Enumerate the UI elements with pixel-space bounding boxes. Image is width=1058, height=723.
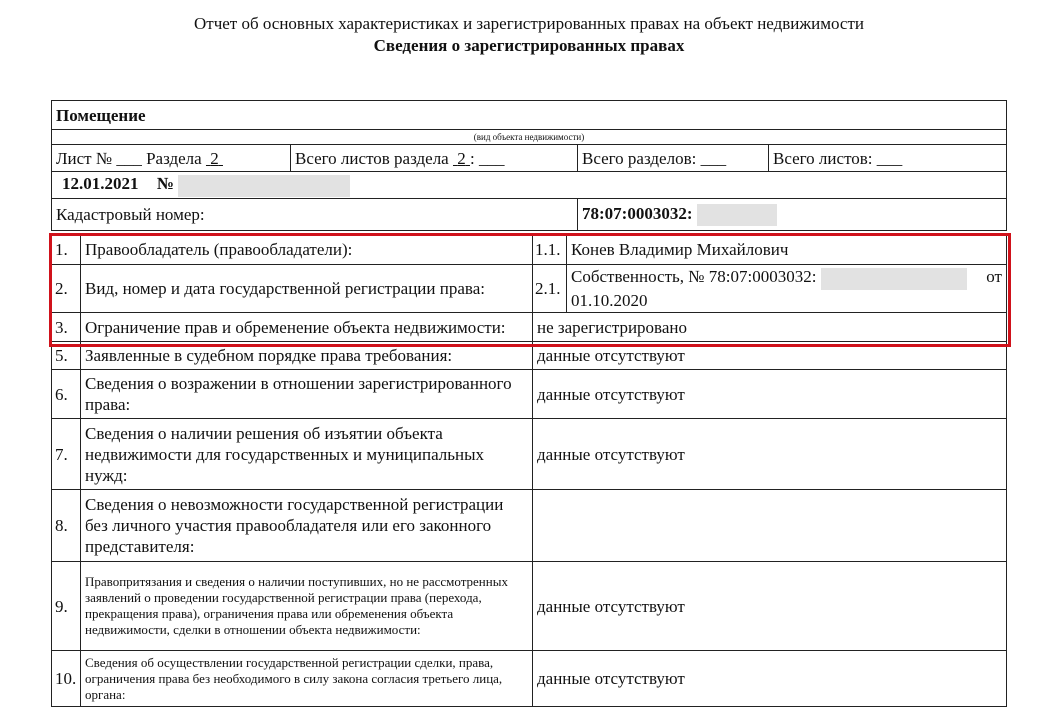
- registration-date-prefix: от: [986, 267, 1002, 287]
- object-type: Помещение: [52, 101, 1007, 130]
- table-row: [52, 490, 1007, 562]
- redacted-registration: [821, 268, 967, 290]
- row-label: Правопритязания и сведения о наличии поступивших, но не рассмотренных заявлений о проведении государственной регистрации права (перехода, прекращения права), ограничения права или обременения объекта недвижимости, сделки в отношении объекта недвижимости:: [81, 562, 533, 651]
- redacted-cadastral: [697, 204, 777, 226]
- row-value: данные отсутствуют: [533, 562, 1007, 651]
- total-sheets: Всего листов: ___: [769, 145, 1007, 172]
- rights-table: [51, 234, 1007, 707]
- table-row: [52, 313, 1007, 342]
- report-subtitle: Сведения о зарегистрированных правах: [373, 36, 685, 55]
- cadastral-value-cell: [578, 199, 1007, 231]
- section-label: Раздела: [146, 148, 202, 168]
- row-label: Сведения о наличии решения об изъятии объекта недвижимости для государственных и муниципальных нужд:: [81, 419, 533, 490]
- row-number: 8.: [52, 490, 81, 562]
- row-value: данные отсутствуют: [533, 370, 1007, 419]
- date-number-cell: [52, 172, 1007, 199]
- table-row: [52, 651, 1007, 707]
- row-number: 3.: [52, 313, 81, 342]
- sheet-number-cell: [52, 145, 291, 172]
- number-label: №: [156, 174, 174, 194]
- row-number: 6.: [52, 370, 81, 419]
- object-header-table: [51, 100, 1007, 231]
- table-row: [52, 562, 1007, 651]
- row-value: данные отсутствуют: [533, 342, 1007, 370]
- row-number: 9.: [52, 562, 81, 651]
- sheet-number: Лист № ___: [56, 148, 142, 168]
- section-number: 2: [210, 148, 219, 168]
- row-label: Заявленные в судебном порядке права требования:: [81, 342, 533, 370]
- registration-value: [567, 265, 1007, 313]
- row-value: не зарегистрировано: [533, 313, 1007, 342]
- table-row: [52, 265, 1007, 313]
- section-sheets-number: 2: [457, 148, 466, 168]
- table-row: [52, 370, 1007, 419]
- cadastral-label: Кадастровый номер:: [52, 199, 578, 231]
- row-value: данные отсутствуют: [533, 651, 1007, 707]
- row-label: Сведения о возражении в отношении зарегистрированного права:: [81, 370, 533, 419]
- owner-name: Конев Владимир Михайлович: [567, 235, 1007, 265]
- total-sections: Всего разделов: ___: [578, 145, 769, 172]
- row-label: Правообладатель (правообладатели):: [81, 235, 533, 265]
- table-row: [52, 419, 1007, 490]
- registration-date: 01.10.2020: [571, 290, 648, 310]
- row-value: [533, 490, 1007, 562]
- row-label: Сведения об осуществлении государственной регистрации сделки, права, ограничения права без необходимого в силу закона согласия третьего лица, органа:: [81, 651, 533, 707]
- registration-number: Собственность, № 78:07:0003032:: [571, 267, 817, 287]
- table-row: [52, 235, 1007, 265]
- redacted-number: [178, 175, 350, 197]
- section-sheets-tail: : ___: [469, 148, 505, 168]
- cadastral-number: 78:07:0003032:: [582, 203, 693, 223]
- row-number: 7.: [52, 419, 81, 490]
- row-number: 5.: [52, 342, 81, 370]
- row-label: Ограничение прав и обременение объекта недвижимости:: [81, 313, 533, 342]
- row-number: 2.: [52, 265, 81, 313]
- section-sheets-label: Всего листов раздела: [295, 148, 449, 168]
- row-number: 1.: [52, 235, 81, 265]
- row-value: данные отсутствуют: [533, 419, 1007, 490]
- report-title: Отчет об основных характеристиках и зарегистрированных правах на объект недвижимости: [193, 14, 864, 33]
- extract-date: 12.01.2021: [62, 174, 139, 194]
- row-label: Сведения о невозможности государственной регистрации без личного участия правообладателя или его законного представителя:: [81, 490, 533, 562]
- section-sheets-cell: [291, 145, 578, 172]
- table-row: [52, 342, 1007, 370]
- row-label: Вид, номер и дата государственной регистрации права:: [81, 265, 533, 313]
- object-type-caption: (вид объекта недвижимости): [52, 130, 1007, 145]
- row-number: 10.: [52, 651, 81, 707]
- sub-number: 1.1.: [533, 235, 567, 265]
- sub-number: 2.1.: [533, 265, 567, 313]
